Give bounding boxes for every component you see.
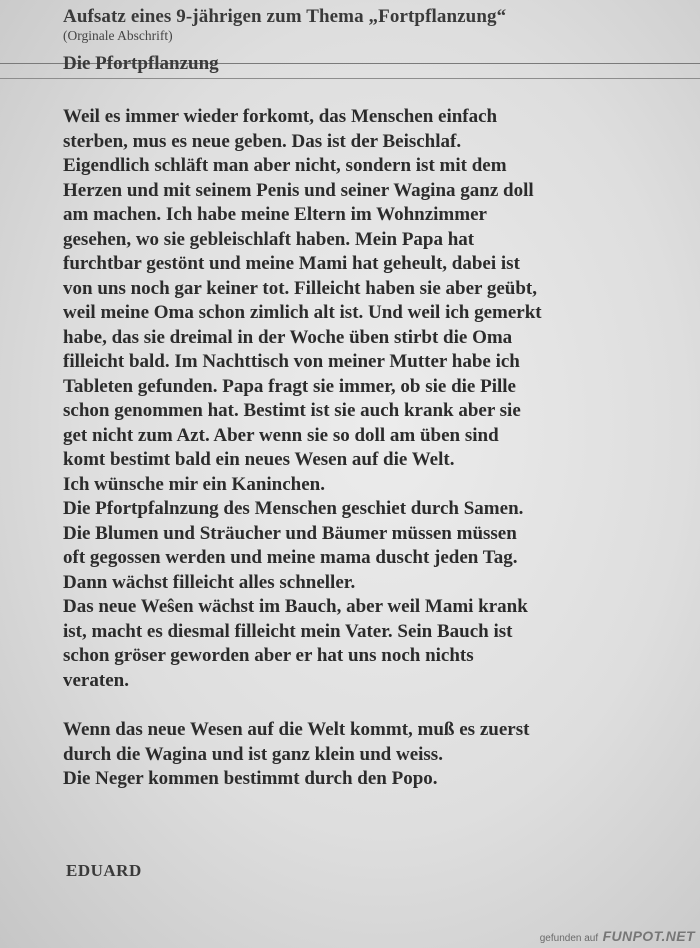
essay-line: schon gröser geworden aber er hat uns noch nichts bbox=[63, 645, 474, 666]
essay-line: Ich wünsche mir ein Kaninchen. bbox=[63, 473, 325, 495]
essay-line: Dann wächst filleicht alles schneller. bbox=[63, 571, 356, 593]
essay-line: schon genommen hat. Bestimt ist sie auch krank aber sie bbox=[63, 400, 521, 421]
essay-line: ist, macht es diesmal filleicht mein Vater. Sein Bauch ist bbox=[63, 620, 513, 642]
watermark-brand: FUNPOT.NET bbox=[602, 928, 695, 944]
document-note: (Orginale Abschrift) bbox=[63, 28, 173, 43]
closing-line: Wenn das neue Wesen auf die Welt kommt, muß es zuerst bbox=[63, 719, 530, 740]
page-header bbox=[63, 6, 506, 44]
essay-body bbox=[63, 105, 643, 792]
essay-line: habe, das sie dreimal in der Woche üben stirbt die Oma bbox=[63, 326, 513, 348]
author-signature: EDUARD bbox=[66, 861, 142, 880]
essay-line: komt bestimt bald ein neues Wesen auf die Welt. bbox=[63, 449, 455, 470]
essay-line: weil meine Oma schon zimlich alt ist. Und weil ich gemerkt bbox=[63, 302, 542, 323]
essay-line: Eigendlich schläft man aber nicht, sondern ist mit dem bbox=[63, 155, 507, 176]
essay-line: furchtbar gestönt und meine Mami hat geheult, dabei ist bbox=[63, 253, 520, 274]
essay-line: Tableten gefunden. Papa fragt sie immer, ob sie die Pille bbox=[63, 375, 516, 397]
watermark-prefix: gefunden auf bbox=[539, 933, 599, 944]
essay-line: Weil es immer wieder forkomt, das Menschen einfach bbox=[63, 106, 498, 127]
essay-line: veraten. bbox=[63, 669, 129, 691]
essay-line: Das neue Weŝen wächst im Bauch, aber weil Mami krank bbox=[63, 596, 528, 617]
essay-line: sterben, mus es neue geben. Das ist der Beischlaf. bbox=[63, 130, 462, 152]
essay-line: von uns noch gar keiner tot. Filleicht haben sie aber geübt, bbox=[63, 277, 537, 299]
essay-line: get nicht zum Azt. Aber wenn sie so doll am üben sind bbox=[63, 424, 499, 446]
essay-title: Die Pfortpflanzung bbox=[63, 53, 219, 74]
essay-line: filleicht bald. Im Nachttisch von meiner Mutter habe ich bbox=[63, 351, 520, 372]
closing-line: durch die Wagina und ist ganz klein und weiss. bbox=[63, 743, 443, 765]
essay-line: gesehen, wo sie gebleischlaft haben. Mein Papa hat bbox=[63, 228, 475, 250]
document-title: Aufsatz eines 9-jährigen zum Thema „Fortpflanzung“ bbox=[63, 6, 507, 27]
essay-title-divider bbox=[0, 78, 700, 79]
essay-line: am machen. Ich habe meine Eltern im Wohnzimmer bbox=[63, 204, 487, 225]
essay-line: oft gegossen werden und meine mama duscht jeden Tag. bbox=[63, 547, 518, 568]
essay-line: Die Blumen und Sträucher und Bäumer müssen müssen bbox=[63, 522, 517, 544]
essay-line: Herzen und mit seinem Penis und seiner Wagina ganz doll bbox=[63, 179, 534, 201]
paragraph-gap bbox=[63, 693, 643, 718]
essay-line: Die Pfortpfalnzung des Menschen geschiet durch Samen. bbox=[63, 498, 524, 519]
closing-line: Die Neger kommen bestimmt durch den Popo. bbox=[63, 768, 438, 789]
site-watermark bbox=[540, 928, 695, 946]
